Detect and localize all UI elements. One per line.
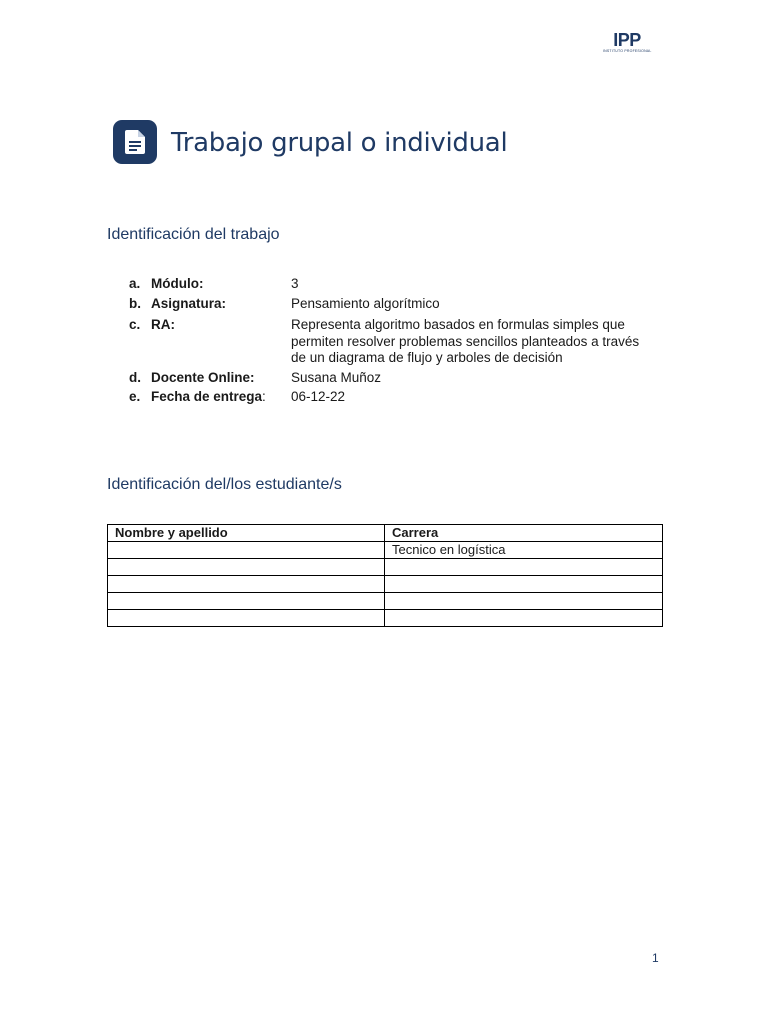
- table-cell-name[interactable]: [108, 542, 385, 559]
- table-row: [108, 542, 663, 559]
- table-cell-career[interactable]: [385, 576, 663, 593]
- logo-subtext: INSTITUTO PROFESIONAL: [603, 49, 652, 53]
- column-header-name: Nombre y apellido: [108, 525, 385, 542]
- logo-text: IPP: [613, 30, 641, 50]
- work-section-heading: Identificación del trabajo: [107, 226, 280, 243]
- table-row: [108, 593, 663, 610]
- table-cell-name[interactable]: [108, 559, 385, 576]
- info-label: RA:: [151, 317, 175, 332]
- table-row: [108, 576, 663, 593]
- info-label-text: Fecha de entrega: [151, 389, 263, 404]
- page-number: 1: [652, 951, 659, 965]
- info-value: 06-12-22: [291, 389, 346, 404]
- info-value: Susana Muñoz: [291, 370, 382, 385]
- table-row: [108, 610, 663, 627]
- table-cell-career[interactable]: Tecnico en logística: [385, 542, 663, 559]
- students-section-heading: Identificación del/los estudiante/s: [107, 476, 342, 493]
- info-label: Asignatura:: [151, 296, 227, 311]
- info-letter: a.: [129, 276, 141, 291]
- info-letter: e.: [129, 389, 141, 404]
- table-cell-name[interactable]: [108, 576, 385, 593]
- table-cell-career[interactable]: [385, 559, 663, 576]
- info-value: Pensamiento algorítmico: [291, 296, 440, 311]
- info-label-suffix: :: [262, 389, 266, 404]
- page-title: Trabajo grupal o individual: [171, 128, 508, 158]
- table-cell-career[interactable]: [385, 610, 663, 627]
- table-header-row: [108, 525, 663, 542]
- table-row: [108, 559, 663, 576]
- table-cell-career[interactable]: [385, 593, 663, 610]
- students-table: [107, 524, 663, 627]
- table-cell-name[interactable]: [108, 593, 385, 610]
- info-value: Representa algoritmo basados en formulas simples que permiten resolver problemas sencillos planteados a través de un diagrama de flujo y arboles de decisión: [291, 317, 640, 365]
- ipp-logo: [603, 31, 651, 54]
- document-icon: [113, 120, 157, 164]
- info-label: Módulo:: [151, 276, 204, 291]
- info-label: Docente Online:: [151, 370, 255, 385]
- info-letter: b.: [129, 296, 141, 311]
- info-letter: c.: [129, 317, 141, 332]
- info-label: [151, 389, 266, 406]
- table-cell-name[interactable]: [108, 610, 385, 627]
- column-header-career: Carrera: [385, 525, 663, 542]
- info-value: 3: [291, 276, 299, 291]
- info-letter: d.: [129, 370, 141, 385]
